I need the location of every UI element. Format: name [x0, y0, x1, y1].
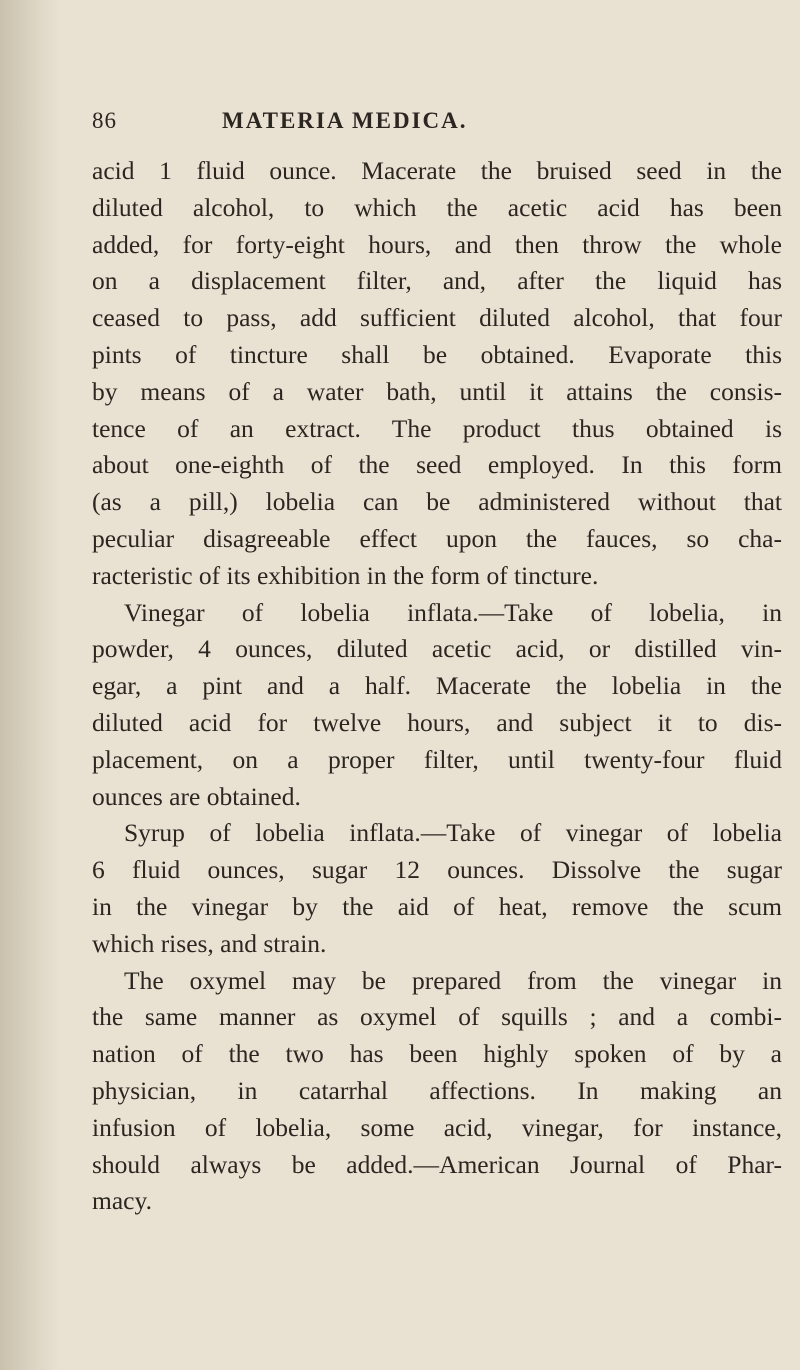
text-line: should always be added.—American Journal of Phar-: [92, 1149, 782, 1179]
paragraph-oxymel: [92, 963, 782, 1221]
page-body: [92, 153, 782, 1220]
text-line: nation of the two has been highly spoken of by a: [92, 1039, 782, 1069]
text-line: which rises, and strain.: [92, 928, 327, 958]
text-line: 6 fluid ounces, sugar 12 ounces. Dissolve the sugar: [92, 855, 782, 885]
text-line: (as a pill,) lobelia can be administered without that: [92, 487, 782, 517]
running-head: MATERIA MEDICA.: [222, 108, 468, 133]
text-line: physician, in catarrhal affections. In making an: [92, 1075, 782, 1105]
text-line: acid 1 fluid ounce. Macerate the bruised seed in the: [92, 156, 782, 185]
text-line: powder, 4 ounces, diluted acetic acid, or distilled vin-: [92, 634, 782, 664]
text-line: on a displacement filter, and, after the liquid has: [92, 266, 782, 296]
text-line: diluted acid for twelve hours, and subject it to dis-: [92, 707, 782, 737]
text-line: about one-eighth of the seed employed. In this form: [92, 450, 782, 480]
text-line: in the vinegar by the aid of heat, remove the scum: [92, 891, 782, 921]
text-line: the same manner as oxymel of squills ; and a combi-: [92, 1002, 782, 1032]
paragraph-vinegar-of-lobelia: [92, 595, 782, 816]
page-header: [92, 108, 782, 138]
text-line: tence of an extract. The product thus obtained is: [92, 413, 782, 443]
text-line: egar, a pint and a half. Macerate the lobelia in the: [92, 671, 782, 701]
text-line: Syrup of lobelia inflata.—Take of vinegar of lobelia: [124, 818, 782, 848]
text-line: racteristic of its exhibition in the form of tincture.: [92, 560, 599, 590]
text-line: Vinegar of lobelia inflata.—Take of lobelia, in: [124, 597, 782, 627]
text-line: macy.: [92, 1186, 152, 1216]
text-line: placement, on a proper filter, until twenty-four fluid: [92, 744, 782, 774]
text-line: peculiar disagreeable effect upon the fauces, so cha-: [92, 523, 782, 553]
page-gutter-shadow: [0, 0, 60, 1370]
text-line: ceased to pass, add sufficient diluted alcohol, that four: [92, 303, 782, 333]
text-line: added, for forty-eight hours, and then throw the whole: [92, 229, 782, 259]
text-line: pints of tincture shall be obtained. Evaporate this: [92, 339, 782, 369]
paragraph-syrup-of-lobelia: [92, 815, 782, 962]
page-number: 86: [92, 108, 117, 133]
text-line: diluted alcohol, to which the acetic acid has been: [92, 192, 782, 222]
text-line: The oxymel may be prepared from the vinegar in: [124, 965, 782, 995]
paragraph-tincture-extract: [92, 153, 782, 595]
text-line: by means of a water bath, until it attains the consis-: [92, 376, 782, 406]
text-line: infusion of lobelia, some acid, vinegar, for instance,: [92, 1112, 782, 1142]
text-line: ounces are obtained.: [92, 781, 301, 811]
